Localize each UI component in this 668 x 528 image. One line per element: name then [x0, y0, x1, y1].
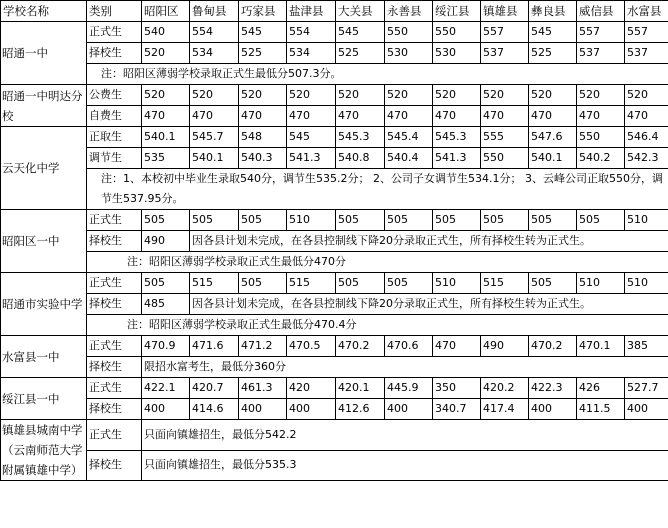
table-row [1, 210, 668, 231]
school-name: 水富县一中 [1, 336, 87, 378]
score-cell: 535 [142, 148, 190, 169]
score-cell: 534 [190, 43, 239, 64]
category: 择校生 [87, 231, 142, 252]
score-cell: 530 [433, 43, 481, 64]
table-row [1, 450, 668, 481]
score-cell: 555 [481, 127, 529, 148]
score-cell: 400 [142, 399, 190, 420]
score-cell: 422.1 [142, 378, 190, 399]
score-cell: 470.2 [529, 336, 577, 357]
score-cell: 540.1 [142, 127, 190, 148]
category: 正式生 [87, 336, 142, 357]
score-cell: 411.5 [577, 399, 625, 420]
score-cell: 520 [577, 85, 625, 106]
header-county: 昭阳区 [142, 1, 190, 22]
category: 择校生 [87, 294, 142, 315]
score-cell: 490 [142, 231, 190, 252]
score-cell: 470 [336, 106, 385, 127]
score-cell: 505 [142, 273, 190, 294]
header-county: 盐津县 [287, 1, 336, 22]
score-cell: 540.1 [190, 148, 239, 169]
score-cell: 515 [190, 273, 239, 294]
score-cell: 520 [190, 85, 239, 106]
score-cell: 470.6 [385, 336, 433, 357]
score-cell: 557 [625, 22, 668, 43]
score-cell: 471.2 [239, 336, 287, 357]
score-cell: 520 [625, 85, 668, 106]
table-row [1, 231, 668, 252]
score-cell: 470 [239, 106, 287, 127]
table-row [1, 273, 668, 294]
table-row [1, 22, 668, 43]
score-cell: 505 [239, 210, 287, 231]
score-cell: 505 [481, 210, 529, 231]
table-row [1, 106, 668, 127]
score-cell: 540.2 [577, 148, 625, 169]
header-county: 绥江县 [433, 1, 481, 22]
score-cell: 542.3 [625, 148, 668, 169]
score-cell: 550 [577, 127, 625, 148]
score-cell: 470 [190, 106, 239, 127]
category: 择校生 [87, 43, 142, 64]
score-cell: 520 [385, 85, 433, 106]
score-cell: 534 [287, 43, 336, 64]
score-cell: 520 [239, 85, 287, 106]
score-cell: 548 [239, 127, 287, 148]
score-cell: 340.7 [433, 399, 481, 420]
score-cell: 525 [239, 43, 287, 64]
score-cell: 525 [529, 43, 577, 64]
score-cell: 557 [481, 22, 529, 43]
category: 自费生 [87, 106, 142, 127]
score-cell: 550 [433, 22, 481, 43]
score-cell: 520 [336, 85, 385, 106]
score-cell: 505 [385, 210, 433, 231]
score-cell: 400 [287, 399, 336, 420]
header-county: 镇雄县 [481, 1, 529, 22]
score-cell: 545.3 [433, 127, 481, 148]
score-cell: 470 [433, 106, 481, 127]
score-cell: 505 [529, 273, 577, 294]
score-cell: 470 [625, 106, 668, 127]
score-cell: 470 [433, 336, 481, 357]
score-cell: 541.3 [433, 148, 481, 169]
score-cell: 554 [287, 22, 336, 43]
score-cell: 505 [433, 210, 481, 231]
score-cell: 547.6 [529, 127, 577, 148]
score-cell: 470.9 [142, 336, 190, 357]
score-cell: 520 [142, 85, 190, 106]
score-cell: 545 [529, 22, 577, 43]
table-row [1, 357, 668, 378]
score-cell: 525 [336, 43, 385, 64]
header-row [1, 1, 668, 22]
score-cell: 505 [190, 210, 239, 231]
score-cell: 550 [385, 22, 433, 43]
score-cell: 485 [142, 294, 190, 315]
score-cell: 470.2 [336, 336, 385, 357]
note: 注：昭阳区薄弱学校录取正式生最低分470.4分 [87, 315, 668, 336]
score-cell: 505 [336, 273, 385, 294]
header-county: 彝良县 [529, 1, 577, 22]
header-county: 水富县 [625, 1, 668, 22]
score-cell: 537 [481, 43, 529, 64]
score-cell: 490 [481, 336, 529, 357]
note: 注：昭阳区薄弱学校录取正式生最低分470分 [87, 252, 668, 273]
category: 公费生 [87, 85, 142, 106]
score-cell: 554 [190, 22, 239, 43]
score-cell: 527.7 [625, 378, 668, 399]
score-cell: 505 [529, 210, 577, 231]
category: 调节生 [87, 148, 142, 169]
score-cell: 520 [433, 85, 481, 106]
score-cell: 461.3 [239, 378, 287, 399]
score-cell: 510 [577, 273, 625, 294]
category: 正式生 [87, 420, 142, 451]
score-cell: 545.4 [385, 127, 433, 148]
score-cell: 540 [142, 22, 190, 43]
table-row [1, 169, 668, 210]
category: 正取生 [87, 127, 142, 148]
header-county: 鲁甸县 [190, 1, 239, 22]
score-cell: 515 [287, 273, 336, 294]
score-cell: 470 [481, 106, 529, 127]
score-cell: 471.6 [190, 336, 239, 357]
score-cell: 470 [385, 106, 433, 127]
score-cell: 420 [287, 378, 336, 399]
table-row [1, 399, 668, 420]
score-cell: 414.6 [190, 399, 239, 420]
header-school: 学校名称 [1, 1, 87, 22]
table-row [1, 420, 668, 451]
remark-cell: 只面向镇雄招生，最低分535.3 [142, 450, 668, 481]
table-row [1, 43, 668, 64]
score-cell: 520 [287, 85, 336, 106]
table-row [1, 85, 668, 106]
school-name: 昭通一中 [1, 22, 87, 85]
table-row [1, 336, 668, 357]
school-name: 昭阳区一中 [1, 210, 87, 273]
score-cell: 420.2 [481, 378, 529, 399]
category: 正式生 [87, 378, 142, 399]
score-cell: 545.3 [336, 127, 385, 148]
table-row [1, 252, 668, 273]
score-cell: 470 [287, 106, 336, 127]
note: 注：昭阳区薄弱学校录取正式生最低分507.3分。 [87, 64, 668, 85]
score-cell: 470 [577, 106, 625, 127]
score-cell: 520 [529, 85, 577, 106]
header-county: 大关县 [336, 1, 385, 22]
score-cell: 420.7 [190, 378, 239, 399]
remark-cell: 只面向镇雄招生，最低分542.2 [142, 420, 668, 451]
table-row [1, 148, 668, 169]
score-cell: 540.1 [529, 148, 577, 169]
remark-cell: 因各县计划未完成，在各县控制线下降20分录取正式生，所有择校生转为正式生。 [190, 294, 668, 315]
category: 择校生 [87, 357, 142, 378]
score-cell: 537 [625, 43, 668, 64]
score-cell: 505 [239, 273, 287, 294]
score-cell: 545 [287, 127, 336, 148]
score-cell: 505 [577, 210, 625, 231]
school-name: 昭通一中明达分校 [1, 85, 87, 127]
score-cell: 412.6 [336, 399, 385, 420]
score-cell: 540.8 [336, 148, 385, 169]
category: 正式生 [87, 210, 142, 231]
remark-cell: 因各县计划未完成，在各县控制线下降20分录取正式生，所有择校生转为正式生。 [190, 231, 668, 252]
school-name: 云天化中学 [1, 127, 87, 210]
score-cell: 400 [529, 399, 577, 420]
category: 正式生 [87, 22, 142, 43]
score-cell: 545.7 [190, 127, 239, 148]
note: 注：1、本校初中毕业生录取540分，调节生535.2分； 2、公司子女调节生534.1分； 3、云峰公司正取550分，调节生537.95分。 [87, 169, 668, 210]
score-cell: 470.1 [577, 336, 625, 357]
school-name: 镇雄县城南中学（云南师范大学附属镇雄中学） [1, 420, 87, 481]
score-cell: 445.9 [385, 378, 433, 399]
score-cell: 400 [239, 399, 287, 420]
score-cell: 537 [577, 43, 625, 64]
score-cell: 540.4 [385, 148, 433, 169]
score-cell: 470 [529, 106, 577, 127]
category: 择校生 [87, 399, 142, 420]
score-cell: 545 [239, 22, 287, 43]
score-cell: 540.3 [239, 148, 287, 169]
score-cell: 557 [577, 22, 625, 43]
header-type: 类别 [87, 1, 142, 22]
score-cell: 505 [142, 210, 190, 231]
score-cell: 400 [625, 399, 668, 420]
table-row [1, 315, 668, 336]
score-cell: 470 [142, 106, 190, 127]
table-row [1, 294, 668, 315]
score-cell: 550 [481, 148, 529, 169]
score-cell: 515 [481, 273, 529, 294]
score-cell: 417.4 [481, 399, 529, 420]
score-cell: 422.3 [529, 378, 577, 399]
score-cell: 385 [625, 336, 668, 357]
table-row [1, 127, 668, 148]
score-cell: 505 [385, 273, 433, 294]
school-name: 昭通市实验中学 [1, 273, 87, 336]
header-county: 永善县 [385, 1, 433, 22]
score-cell: 420.1 [336, 378, 385, 399]
score-cell: 400 [385, 399, 433, 420]
score-cell: 530 [385, 43, 433, 64]
remark-cell: 限招水富考生，最低分360分 [142, 357, 668, 378]
score-cell: 510 [433, 273, 481, 294]
score-cell: 505 [336, 210, 385, 231]
score-cell: 510 [625, 273, 668, 294]
score-cell: 520 [481, 85, 529, 106]
table-row [1, 378, 668, 399]
score-cell: 545 [336, 22, 385, 43]
score-cell: 546.4 [625, 127, 668, 148]
category: 正式生 [87, 273, 142, 294]
header-county: 巧家县 [239, 1, 287, 22]
score-cell: 520 [142, 43, 190, 64]
score-cell: 426 [577, 378, 625, 399]
category: 择校生 [87, 450, 142, 481]
table-row [1, 64, 668, 85]
score-cell: 541.3 [287, 148, 336, 169]
score-cell: 510 [625, 210, 668, 231]
school-name: 绥江县一中 [1, 378, 87, 420]
score-cell: 470.5 [287, 336, 336, 357]
score-cell: 350 [433, 378, 481, 399]
score-cell: 510 [287, 210, 336, 231]
header-county: 威信县 [577, 1, 625, 22]
